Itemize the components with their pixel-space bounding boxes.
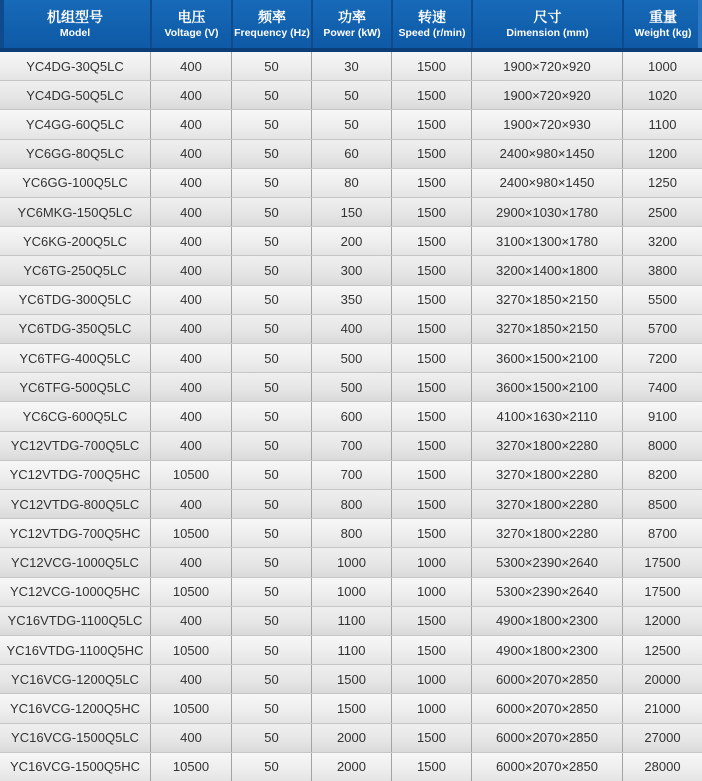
table-cell: 3200 (622, 227, 702, 255)
column-header-label-zh: 频率 (258, 9, 286, 25)
column-header (622, 0, 702, 48)
table-cell: 2500 (622, 198, 702, 226)
model-cell: YC6GG-100Q5LC (22, 175, 128, 191)
table-cell: 1000 (391, 578, 471, 606)
table-cell: 50 (231, 198, 311, 226)
model-cell: YC6TFG-400Q5LC (19, 350, 131, 366)
table-cell: 400 (150, 490, 231, 518)
table-cell: 400 (150, 198, 231, 226)
table-cell: 350 (311, 286, 391, 314)
model-cell: YC4GG-60Q5LC (25, 117, 125, 132)
table-cell: 1000 (391, 694, 471, 722)
table-cell: 3270×1800×2280 (471, 432, 622, 460)
table-cell: 4100×1630×2110 (471, 402, 622, 430)
table-cell: 1500 (391, 198, 471, 226)
table-cell: 3270×1850×2150 (471, 315, 622, 343)
model-cell: YC12VTDG-700Q5LC (10, 438, 140, 454)
table-cell: 8700 (622, 519, 702, 547)
table-cell: 400 (150, 665, 231, 693)
table-cell: 1500 (391, 519, 471, 547)
table-cell: 5500 (622, 286, 702, 314)
table-cell: 50 (311, 110, 391, 138)
table-row (0, 52, 702, 81)
column-header-label-en: Weight (kg) (634, 27, 692, 39)
table-row (0, 81, 702, 110)
model-cell: YC6CG-600Q5LC (22, 409, 128, 425)
column-header-label-zh: 机组型号 (47, 9, 103, 25)
table-cell: 400 (150, 256, 231, 284)
table-cell: 1500 (391, 315, 471, 343)
table-cell: 80 (311, 169, 391, 197)
table-cell: 10500 (150, 694, 231, 722)
table-cell: 3270×1800×2280 (471, 461, 622, 489)
model-cell: YC12VTDG-800Q5LC (10, 496, 140, 512)
table-cell: 1000 (311, 548, 391, 576)
table-cell: 400 (311, 315, 391, 343)
table-row (0, 373, 702, 402)
table-cell: 50 (311, 81, 391, 109)
table-cell: 50 (231, 694, 311, 722)
table-row (0, 256, 702, 285)
column-header (311, 0, 391, 48)
column-header-label-en: Frequency (Hz) (234, 27, 310, 39)
table-cell: 50 (231, 724, 311, 752)
table-row (0, 140, 702, 169)
table-row (0, 227, 702, 256)
model-cell: YC16VCG-1500Q5HC (9, 759, 141, 775)
table-cell: 1500 (391, 227, 471, 255)
table-cell: 3600×1500×2100 (471, 344, 622, 372)
table-cell: 1500 (391, 81, 471, 109)
model-cell: YC16VCG-1200Q5HC (9, 701, 141, 717)
table-cell: 17500 (622, 578, 702, 606)
table-cell: 400 (150, 607, 231, 635)
table-cell: 10500 (150, 753, 231, 781)
model-cell: YC6GG-80Q5LC (25, 146, 125, 162)
table-cell: 1200 (622, 140, 702, 168)
table-cell: 5700 (622, 315, 702, 343)
model-cell: YC6TFG-500Q5LC (19, 379, 131, 395)
table-cell: 50 (231, 432, 311, 460)
table-cell: 800 (311, 490, 391, 518)
table-cell: 1500 (391, 169, 471, 197)
table-cell: 5300×2390×2640 (471, 548, 622, 576)
table-cell: 400 (150, 344, 231, 372)
table-cell: 1500 (391, 724, 471, 752)
table-row (0, 636, 702, 665)
table-cell: 20000 (622, 665, 702, 693)
table-row (0, 578, 702, 607)
table-cell: 400 (150, 402, 231, 430)
table-cell: 3270×1800×2280 (471, 490, 622, 518)
table-cell: 1500 (391, 432, 471, 460)
table-cell: 28000 (622, 753, 702, 781)
model-cell: YC6TDG-300Q5LC (18, 292, 132, 308)
table-row (0, 461, 702, 490)
table-cell: 200 (311, 227, 391, 255)
column-header-label-en: Dimension (mm) (506, 27, 589, 39)
table-cell: 5300×2390×2640 (471, 578, 622, 606)
table-cell: 10500 (150, 519, 231, 547)
column-header-label-zh: 电压 (177, 9, 206, 25)
table-cell: 50 (231, 578, 311, 606)
table-cell: 50 (231, 548, 311, 576)
model-cell: YC6TG-250Q5LC (23, 263, 127, 279)
table-cell: 50 (231, 373, 311, 401)
column-header-label-zh: 尺寸 (533, 9, 562, 25)
table-row (0, 402, 702, 431)
table-cell: 50 (231, 636, 311, 664)
table-cell: 50 (231, 344, 311, 372)
table-cell: 3200×1400×1800 (471, 256, 622, 284)
table-cell: 6000×2070×2850 (471, 753, 622, 781)
table-cell: 6000×2070×2850 (471, 724, 622, 752)
table-cell: 50 (231, 81, 311, 109)
table-cell: 500 (311, 373, 391, 401)
table-cell: 21000 (622, 694, 702, 722)
table-cell: 1500 (391, 140, 471, 168)
table-cell: 400 (150, 432, 231, 460)
table-cell: 400 (150, 110, 231, 138)
table-cell: 1500 (391, 344, 471, 372)
table-cell: 30 (311, 52, 391, 80)
table-cell: 50 (231, 227, 311, 255)
model-cell: YC12VCG-1000Q5LC (11, 555, 139, 571)
table-row (0, 432, 702, 461)
table-cell: 3800 (622, 256, 702, 284)
column-header-label-zh: 功率 (338, 9, 366, 25)
model-cell: YC12VTDG-700Q5HC (9, 467, 141, 483)
table-row (0, 169, 702, 198)
table-row (0, 665, 702, 694)
table-row (0, 198, 702, 227)
table-cell: 300 (311, 256, 391, 284)
table-cell: 1500 (391, 402, 471, 430)
table-cell: 2000 (311, 724, 391, 752)
column-header-label-en: Speed (r/min) (398, 27, 466, 39)
table-cell: 50 (231, 490, 311, 518)
table-cell: 400 (150, 227, 231, 255)
column-header (471, 0, 622, 48)
table-cell: 1500 (391, 373, 471, 401)
table-cell: 2400×980×1450 (471, 140, 622, 168)
table-cell: 700 (311, 432, 391, 460)
table-cell: 12500 (622, 636, 702, 664)
table-header-row (0, 0, 702, 52)
table-row (0, 694, 702, 723)
table-cell: 1500 (391, 52, 471, 80)
table-cell: 50 (231, 402, 311, 430)
table-cell: 400 (150, 724, 231, 752)
table-cell: 3270×1850×2150 (471, 286, 622, 314)
table-cell: 8500 (622, 490, 702, 518)
table-cell: 1500 (391, 490, 471, 518)
table-cell: 500 (311, 344, 391, 372)
table-cell: 50 (231, 607, 311, 635)
table-cell: 50 (231, 256, 311, 284)
table-body (0, 52, 702, 781)
table-cell: 3270×1800×2280 (471, 519, 622, 547)
table-row (0, 607, 702, 636)
model-cell: YC12VTDG-700Q5HC (9, 525, 141, 541)
table-cell: 50 (231, 140, 311, 168)
column-header (231, 0, 311, 48)
table-cell: 1500 (391, 607, 471, 635)
table-cell: 1500 (311, 665, 391, 693)
table-cell: 1500 (391, 636, 471, 664)
table-row (0, 315, 702, 344)
table-cell: 1900×720×920 (471, 52, 622, 80)
column-header-label-zh: 转速 (418, 9, 446, 25)
table-cell: 2400×980×1450 (471, 169, 622, 197)
table-cell: 7200 (622, 344, 702, 372)
table-row (0, 753, 702, 781)
table-cell: 400 (150, 373, 231, 401)
table-row (0, 344, 702, 373)
table-row (0, 110, 702, 139)
table-cell: 17500 (622, 548, 702, 576)
column-header (150, 0, 231, 48)
table-row (0, 490, 702, 519)
table-cell: 6000×2070×2850 (471, 694, 622, 722)
table-cell: 1500 (391, 286, 471, 314)
table-row (0, 286, 702, 315)
model-cell: YC12VCG-1000Q5HC (9, 584, 141, 600)
table-cell: 50 (231, 286, 311, 314)
column-header (0, 0, 150, 48)
column-header (391, 0, 471, 48)
table-cell: 50 (231, 753, 311, 781)
table-cell: 50 (231, 461, 311, 489)
table-cell: 60 (311, 140, 391, 168)
table-cell: 1500 (391, 753, 471, 781)
table-cell: 150 (311, 198, 391, 226)
table-cell: 27000 (622, 724, 702, 752)
table-cell: 2900×1030×1780 (471, 198, 622, 226)
table-cell: 700 (311, 461, 391, 489)
table-cell: 8200 (622, 461, 702, 489)
table-cell: 400 (150, 548, 231, 576)
table-cell: 400 (150, 81, 231, 109)
table-cell: 4900×1800×2300 (471, 636, 622, 664)
table-row (0, 519, 702, 548)
table-cell: 1100 (311, 636, 391, 664)
model-cell: YC6MKG-150Q5LC (17, 204, 133, 220)
column-header-label-en: Voltage (V) (164, 27, 219, 39)
table-cell: 8000 (622, 432, 702, 460)
table-cell: 1500 (391, 110, 471, 138)
table-cell: 400 (150, 286, 231, 314)
table-cell: 3600×1500×2100 (471, 373, 622, 401)
table-cell: 600 (311, 402, 391, 430)
table-cell: 50 (231, 519, 311, 547)
table-cell: 1900×720×920 (471, 81, 622, 109)
table-cell: 1000 (622, 52, 702, 80)
table-cell: 400 (150, 52, 231, 80)
table-cell: 6000×2070×2850 (471, 665, 622, 693)
table-cell: 1250 (622, 169, 702, 197)
table-cell: 1500 (311, 694, 391, 722)
table-cell: 400 (150, 169, 231, 197)
table-cell: 1100 (311, 607, 391, 635)
model-cell: YC6KG-200Q5LC (22, 233, 128, 249)
model-cell: YC6TDG-350Q5LC (18, 321, 132, 337)
table-cell: 10500 (150, 578, 231, 606)
table-cell: 2000 (311, 753, 391, 781)
table-cell: 400 (150, 140, 231, 168)
model-cell: YC16VCG-1500Q5LC (11, 730, 139, 746)
table-cell: 1020 (622, 81, 702, 109)
table-cell: 4900×1800×2300 (471, 607, 622, 635)
table-row (0, 548, 702, 577)
table-cell: 50 (231, 110, 311, 138)
model-cell: YC16VCG-1200Q5LC (11, 671, 139, 687)
table-cell: 50 (231, 665, 311, 693)
table-cell: 1000 (311, 578, 391, 606)
table-cell: 800 (311, 519, 391, 547)
table-cell: 7400 (622, 373, 702, 401)
table-row (0, 724, 702, 753)
table-cell: 1100 (622, 110, 702, 138)
table-cell: 50 (231, 52, 311, 80)
table-cell: 3100×1300×1780 (471, 227, 622, 255)
table-cell: 1500 (391, 256, 471, 284)
column-header-label-en: Power (kW) (323, 27, 381, 39)
table-cell: 50 (231, 169, 311, 197)
table-cell: 10500 (150, 461, 231, 489)
table-cell: 50 (231, 315, 311, 343)
table-cell: 9100 (622, 402, 702, 430)
model-cell: YC4DG-50Q5LC (26, 87, 124, 103)
table-cell: 1000 (391, 665, 471, 693)
model-cell: YC4DG-30Q5LC (26, 58, 124, 74)
table-cell: 1900×720×930 (471, 110, 622, 138)
table-cell: 400 (150, 315, 231, 343)
table-cell: 12000 (622, 607, 702, 635)
column-header-label-zh: 重量 (649, 9, 677, 25)
table-cell: 10500 (150, 636, 231, 664)
column-header-label-en: Model (59, 27, 91, 39)
table-cell: 1500 (391, 461, 471, 489)
model-cell: YC16VTDG-1100Q5HC (6, 642, 144, 658)
table-cell: 1000 (391, 548, 471, 576)
model-cell: YC16VTDG-1100Q5LC (7, 613, 143, 629)
